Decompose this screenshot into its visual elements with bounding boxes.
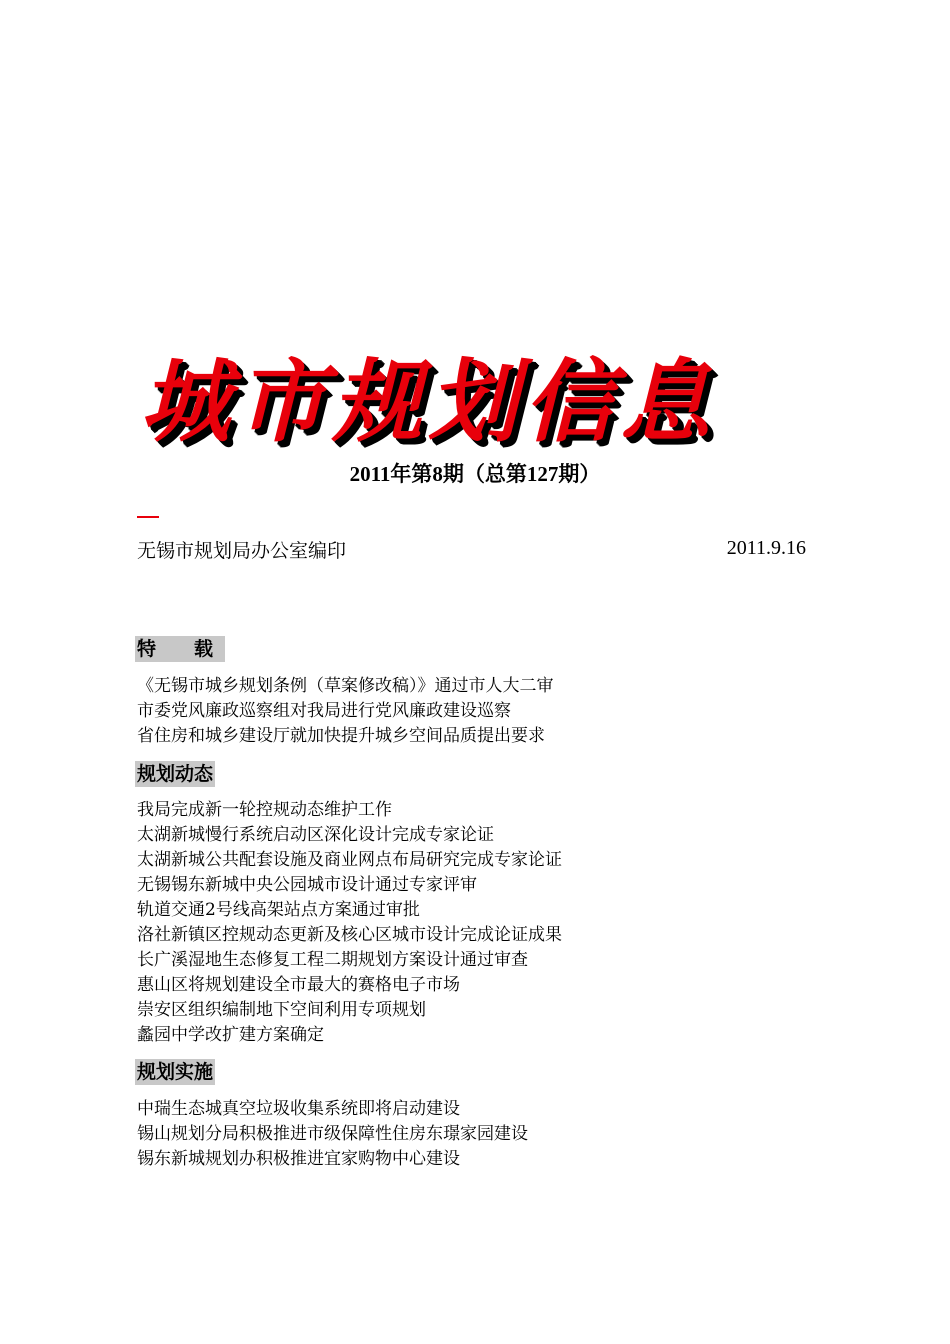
list-item: 锡东新城规划办积极推进宜家购物中心建设 xyxy=(137,1149,460,1169)
section-heading-special: 特 载 xyxy=(135,636,225,662)
section-list-planning-news xyxy=(137,798,562,1048)
list-item: 崇安区组织编制地下空间利用专项规划 xyxy=(137,1000,426,1020)
list-item: 蠡园中学改扩建方案确定 xyxy=(137,1025,324,1045)
list-item: 太湖新城公共配套设施及商业网点布局研究完成专家论证 xyxy=(137,850,562,870)
section-list-special xyxy=(137,674,554,749)
list-item: 省住房和城乡建设厅就加快提升城乡空间品质提出要求 xyxy=(137,726,545,746)
list-item: 中瑞生态城真空垃圾收集系统即将启动建设 xyxy=(137,1099,460,1119)
list-item: 无锡锡东新城中央公园城市设计通过专家评审 xyxy=(137,875,477,895)
list-item: 《无锡市城乡规划条例（草案修改稿）》通过市人大二审 xyxy=(137,676,554,696)
list-item: 洛社新镇区控规动态更新及核心区城市设计完成论证成果 xyxy=(137,925,562,945)
list-item: 我局完成新一轮控规动态维护工作 xyxy=(137,800,392,820)
section-heading-implementation: 规划实施 xyxy=(137,1061,214,1083)
publisher-line: 无锡市规划局办公室编印 xyxy=(137,540,347,562)
list-item: 市委党风廉政巡察组对我局进行党风廉政建设巡察 xyxy=(137,701,511,721)
section-list-implementation xyxy=(137,1097,528,1172)
list-item: 太湖新城慢行系统启动区深化设计完成专家论证 xyxy=(137,825,494,845)
publish-date: 2011.9.16 xyxy=(726,537,806,559)
list-item: 锡山规划分局积极推进市级保障性住房东璟家园建设 xyxy=(137,1124,528,1144)
issue-line: 2011年第8期（总第127期） xyxy=(349,462,601,486)
masthead-title: 城市规划信息 xyxy=(140,350,716,455)
list-item: 轨道交通2号线高架站点方案通过审批 xyxy=(137,900,420,920)
red-divider xyxy=(137,516,159,518)
list-item: 长广溪湿地生态修复工程二期规划方案设计通过审查 xyxy=(137,950,528,970)
section-heading-planning-news: 规划动态 xyxy=(137,763,214,785)
list-item: 惠山区将规划建设全市最大的赛格电子市场 xyxy=(137,975,460,995)
